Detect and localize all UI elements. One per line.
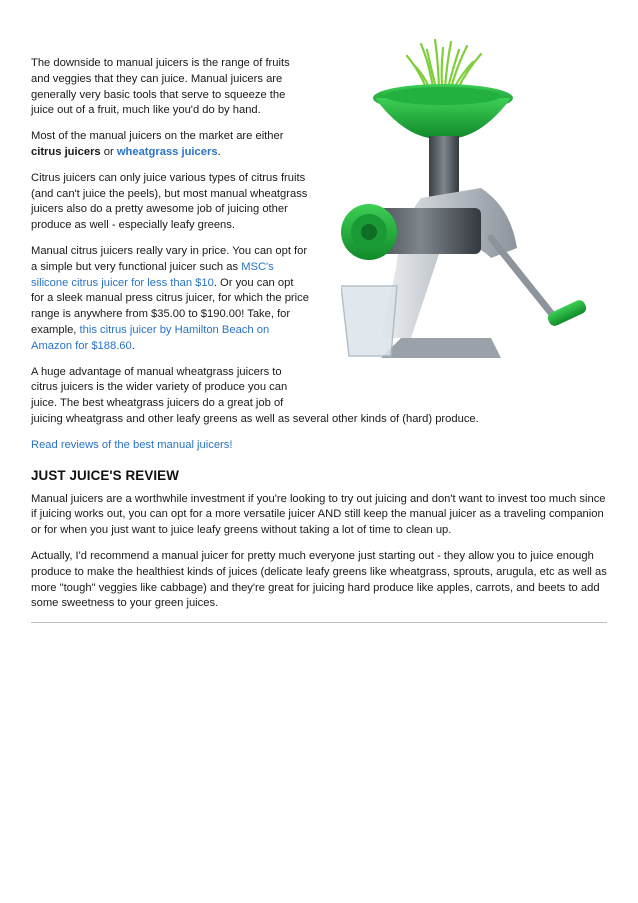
citrus-juicers-bold: citrus juicers bbox=[31, 145, 101, 158]
msc-silicone-juicer-link[interactable]: MSC's silicone citrus juicer for less than $10 bbox=[31, 260, 274, 289]
p4-text-b: . Or you can opt for a sleek manual press citrus juicer, for which the price range is anywhere from $35.00 to $190.00! Take, for example, bbox=[31, 276, 309, 336]
p5-wide-text: juicing wheatgrass and other leafy greens as well as several other kinds of (hard) produce. bbox=[31, 412, 479, 425]
p5-narrow-text: A huge advantage of manual wheatgrass juicers to citrus juicers is the wider variety of produce you can juice. The best wheatgrass juicers do a great job of bbox=[31, 365, 288, 410]
crank-arm bbox=[491, 238, 555, 318]
reviews-paragraph bbox=[31, 438, 607, 454]
section-divider bbox=[31, 622, 607, 623]
p2-text: Most of the manual juicers on the market are either bbox=[31, 130, 284, 143]
review-heading: JUST JUICE'S REVIEW bbox=[31, 467, 179, 483]
hamilton-beach-juicer-link[interactable]: this citrus juicer by Hamilton Beach on Amazon for $188.60 bbox=[31, 323, 270, 352]
p4-end: . bbox=[131, 339, 135, 352]
read-reviews-link[interactable]: Read reviews of the best manual juicers! bbox=[31, 438, 233, 451]
review-paragraph-2: Actually, I'd recommend a manual juicer for pretty much everyone just starting out - they allow you to juice enough produce to make the healthiest kinds of juices (delicate leafy greens like wheatgrass, sprouts, arugula, etc as well as more "tough" veggies like cabbage) and they're great for juicing hard produce like apples, carrots, and beets to add some sweetness to your green juices. bbox=[31, 549, 607, 610]
p4-text-a: Manual citrus juicers really vary in price. You can opt for a simple but very functional juicer such as bbox=[31, 244, 308, 273]
p2-or: or bbox=[103, 145, 114, 158]
collection-cup bbox=[341, 286, 397, 356]
wheatgrass-juicers-link[interactable]: wheatgrass juicers bbox=[116, 145, 218, 158]
intro-paragraph-4 bbox=[31, 244, 309, 355]
crank-knob bbox=[546, 298, 588, 328]
intro-paragraph-2 bbox=[31, 129, 309, 161]
p2-end: . bbox=[217, 145, 221, 158]
juicer-base bbox=[381, 338, 501, 358]
intro-paragraph-1: The downside to manual juicers is the range of fruits and veggies that they can juice. Manual juicers are generally very basic tools that serve to squeeze the juice out of a fruit, much like you'd do by hand. bbox=[31, 57, 290, 117]
wheatgrass-blades bbox=[407, 40, 481, 90]
intro-paragraph-3: Citrus juicers can only juice various types of citrus fruits (and can't juice the peels), but most manual wheatgrass juicers also do a pretty awesome job of juicing other produce as well - especially leafy greens. bbox=[31, 171, 308, 232]
manual-wheatgrass-juicer-photo bbox=[341, 38, 597, 388]
review-paragraph-1: Manual juicers are a worthwhile investment if you're looking to try out juicing and don't want to invest too much since if juicing works out, you can opt for a more versatile juicer AND still keep the manual juicer as a traveling companion or for when you just want to juice leafy greens without taking a lot of time to clean up. bbox=[31, 492, 606, 537]
